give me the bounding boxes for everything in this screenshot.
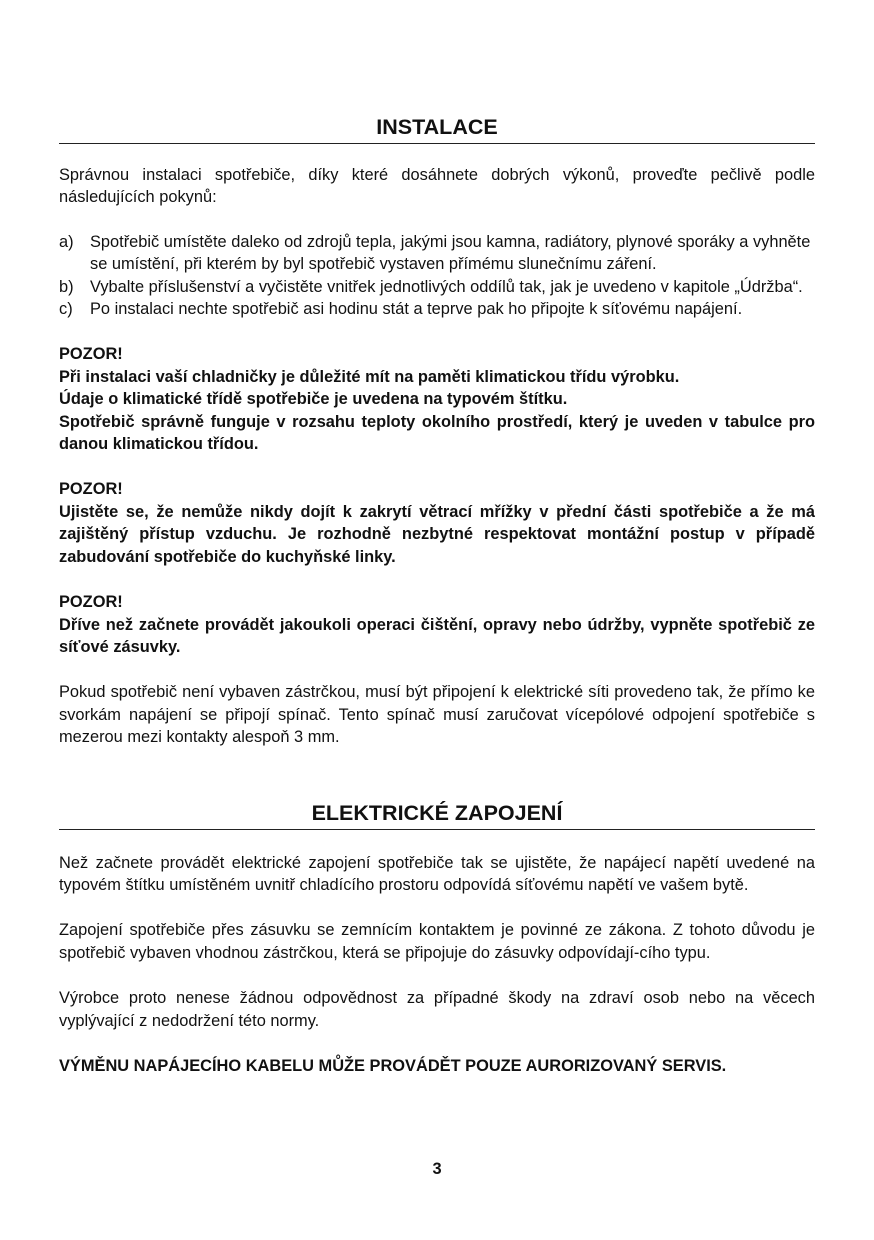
list-item-text: Po instalaci nechte spotřebič asi hodinu stát a teprve pak ho připojte k síťovému napájení. — [90, 300, 743, 319]
list-item — [59, 276, 815, 298]
list-marker: b) — [59, 277, 74, 296]
warning-text: Údaje o klimatické třídě spotřebiče je uvedena na typovém štítku. — [59, 390, 568, 409]
warning-text: Ujistěte se, že nemůže nikdy dojít k zakrytí větrací mřížky v přední části spotřebiče a že má zajištěný přístup vzduchu. Je rozhodně nezbytné respektovat montážní postup v případě zabudování spotřebiče do kuchyňské linky. — [59, 502, 815, 566]
list-item-text: Spotřebič umístěte daleko od zdrojů tepla, jakými jsou kamna, radiátory, plynové sporáky a vyhněte se umístění, při kterém by byl spotřebič vystaven přímému slunečnímu záření. — [90, 232, 811, 274]
installation-heading: INSTALACE — [59, 113, 815, 144]
electrical-paragraph: Výrobce proto nenese žádnou odpovědnost za případné škody na zdraví osob nebo na věcech vyplývající z nedodržení této normy. — [59, 989, 815, 1030]
warning-label: POZOR! — [59, 345, 123, 364]
installation-steps-list — [59, 231, 815, 321]
document-page — [59, 113, 815, 1077]
installation-intro: Správnou instalaci spotřebiče, díky které dosáhnete dobrých výkonů, proveďte pečlivě podle následujících pokynů: — [59, 166, 815, 207]
warning-label: POZOR! — [59, 593, 123, 612]
list-marker: a) — [59, 232, 74, 251]
warning-text: Dříve než začnete provádět jakoukoli operaci čištění, opravy nebo údržby, vypněte spotřebič ze síťové zásuvky. — [59, 615, 815, 656]
warning-label: POZOR! — [59, 480, 123, 499]
warning-ventilation — [59, 478, 815, 568]
service-note: VÝMĚNU NAPÁJECÍHO KABELU MŮŽE PROVÁDĚT POUZE AURORIZOVANÝ SERVIS. — [59, 1056, 727, 1075]
electrical-paragraph: Zapojení spotřebiče přes zásuvku se zemnícím kontaktem je povinné ze zákona. Z tohoto důvodu je spotřebič vybaven vhodnou zástrčkou, která se připojuje do zásuvky odpovídají-cího typu. — [59, 921, 815, 962]
page-number: 3 — [432, 1160, 442, 1178]
warning-disconnect — [59, 591, 815, 658]
list-marker: c) — [59, 300, 73, 319]
warning-text: Při instalaci vaší chladničky je důležité mít na paměti klimatickou třídu výrobku. — [59, 367, 680, 386]
plug-note: Pokud spotřebič není vybaven zástrčkou, musí být připojení k elektrické síti provedeno tak, že přímo ke svorkám napájení se připojí spínač. Tento spínač musí zaručovat vícepólové odpojení spotřebiče s mezerou mezi kontakty alespoň 3 mm. — [59, 683, 815, 747]
electrical-section — [59, 799, 815, 1078]
electrical-heading: ELEKTRICKÉ ZAPOJENÍ — [59, 799, 815, 830]
list-item — [59, 298, 815, 320]
warning-text: Spotřebič správně funguje v rozsahu teploty okolního prostředí, který je uveden v tabulce pro danou klimatickou třídou. — [59, 412, 815, 454]
list-item-text: Vybalte příslušenství a vyčistěte vnitřek jednotlivých oddílů tak, jak je uvedeno v kapitole „Údržba“. — [90, 277, 803, 296]
warning-climate-class — [59, 343, 815, 455]
list-item — [59, 231, 815, 276]
electrical-paragraph: Než začnete provádět elektrické zapojení spotřebiče tak se ujistěte, že napájecí napětí uvedené na typovém štítku umístěném uvnitř chladícího prostoru odpovídá síťovému napětí ve vašem bytě. — [59, 853, 815, 894]
